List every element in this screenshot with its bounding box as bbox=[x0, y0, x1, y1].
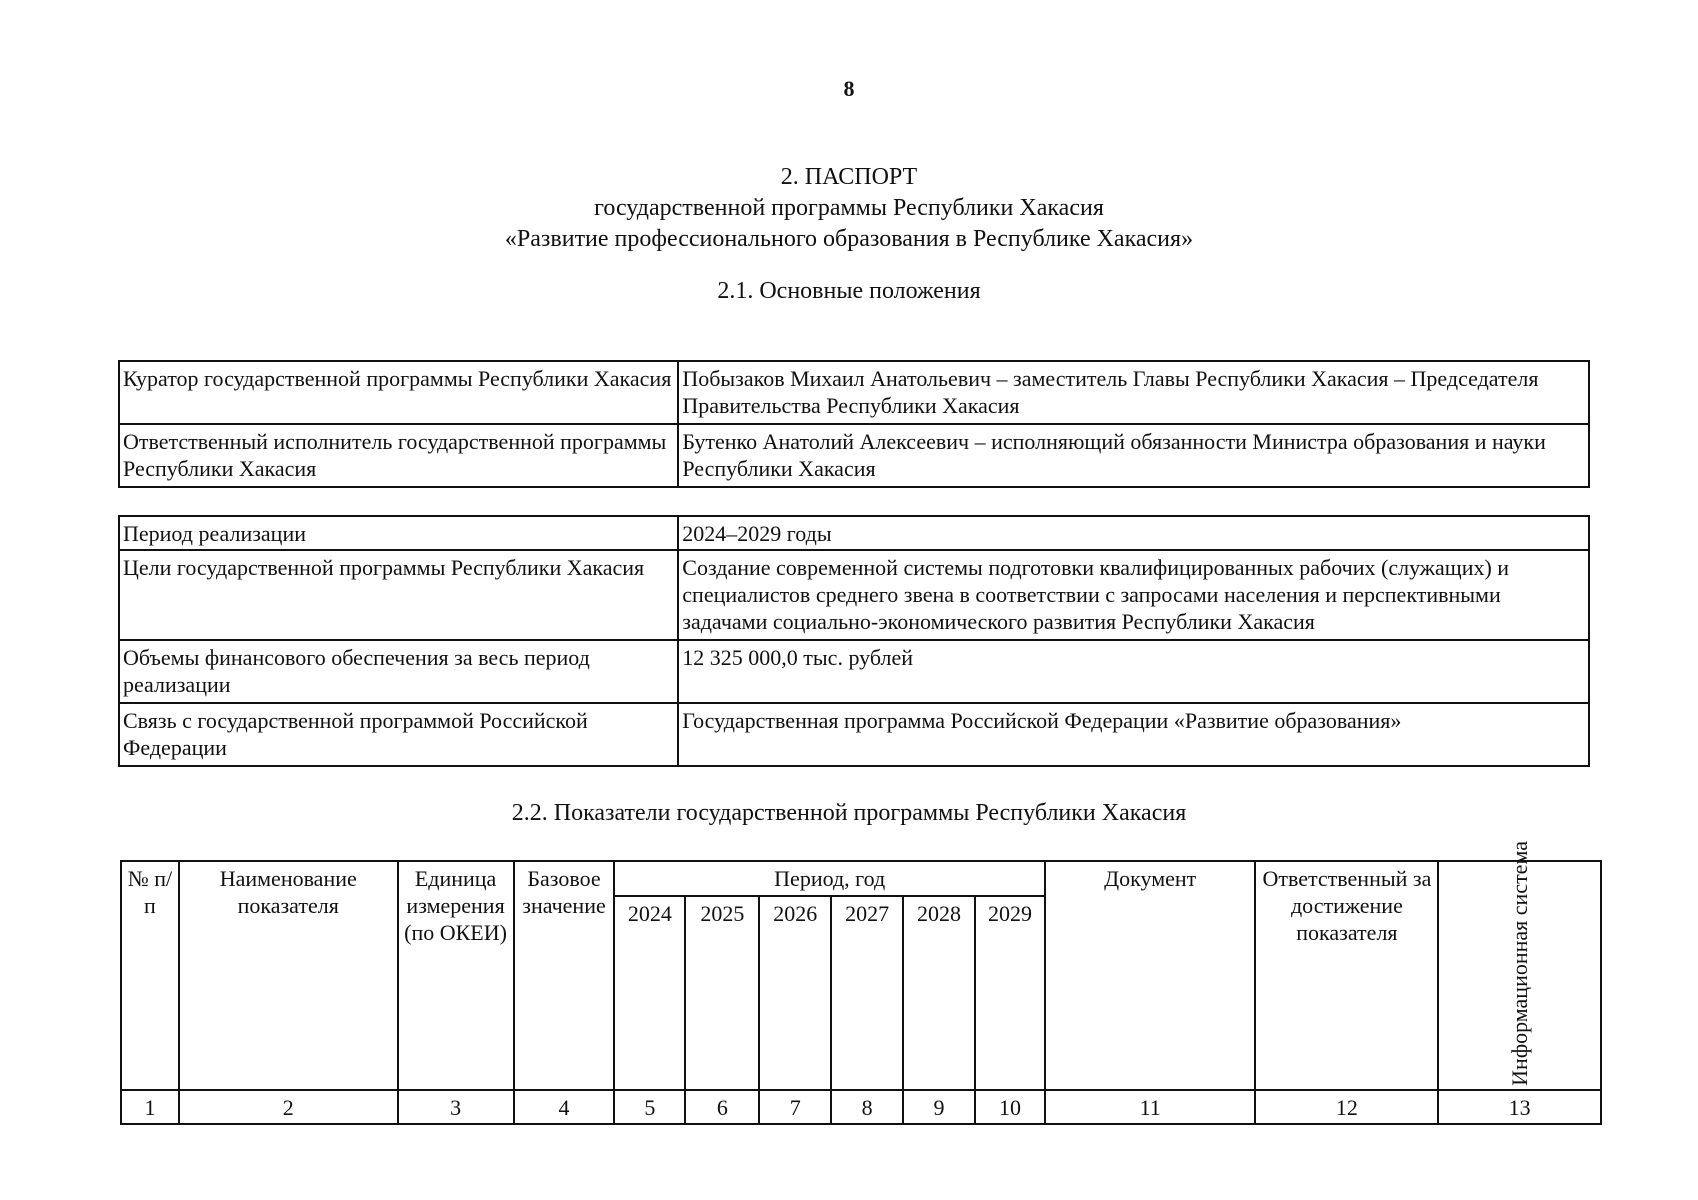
federal-link-label: Связь с государственной программой Российской Федерации bbox=[119, 703, 678, 766]
column-number: 3 bbox=[398, 1090, 514, 1124]
curator-label: Куратор государственной программы Республики Хакасия bbox=[119, 361, 678, 424]
period-value: 2024–2029 годы bbox=[678, 516, 1589, 550]
column-number-row bbox=[121, 1090, 1601, 1124]
header-year-2025: 2025 bbox=[685, 896, 759, 1090]
table-row bbox=[119, 361, 1589, 424]
curator-value: Побызаков Михаил Анатольевич – заместитель Главы Республики Хакасия – Председателя Правительства Республики Хакасия bbox=[678, 361, 1589, 424]
table-row bbox=[119, 703, 1589, 766]
column-number: 9 bbox=[903, 1090, 975, 1124]
column-number: 13 bbox=[1438, 1090, 1601, 1124]
column-number: 8 bbox=[831, 1090, 903, 1124]
header-base: Базовое значение bbox=[514, 861, 615, 1090]
table-row bbox=[119, 424, 1589, 487]
section-heading-indicators: 2.2. Показатели государственной программы Республики Хакасия bbox=[511, 800, 1187, 826]
header-responsible: Ответственный за достижение показателя bbox=[1255, 861, 1438, 1090]
header-info-system bbox=[1438, 841, 1601, 1090]
column-number: 10 bbox=[975, 1090, 1045, 1124]
header-year-2029: 2029 bbox=[975, 896, 1045, 1090]
header-period: Период, год bbox=[614, 861, 1044, 896]
curator-table bbox=[118, 360, 1590, 488]
funding-label: Объемы финансового обеспечения за весь период реализации bbox=[119, 640, 678, 703]
title-line-2: государственной программы Республики Хакасия bbox=[594, 195, 1104, 221]
goals-value: Создание современной системы подготовки квалифицированных рабочих (служащих) и специалистов среднего звена в соответствии с запросами населения и перспективными задачами социально-экономического развития Республики Хакасия bbox=[678, 550, 1589, 640]
program-info-table bbox=[118, 515, 1590, 767]
header-info-system-text: Информационная система bbox=[1507, 841, 1533, 1086]
header-unit: Единица измерения (по ОКЕИ) bbox=[398, 861, 514, 1090]
column-number: 7 bbox=[759, 1090, 831, 1124]
header-year-2024: 2024 bbox=[614, 896, 685, 1090]
executor-value: Бутенко Анатолий Алексеевич – исполняющий обязанности Министра образования и науки Республики Хакасия bbox=[678, 424, 1589, 487]
header-year-2026: 2026 bbox=[759, 896, 831, 1090]
column-number: 11 bbox=[1045, 1090, 1256, 1124]
period-label: Период реализации bbox=[119, 516, 678, 550]
column-number: 2 bbox=[179, 1090, 398, 1124]
header-num: № п/п bbox=[121, 861, 179, 1090]
column-number: 5 bbox=[614, 1090, 685, 1124]
goals-label: Цели государственной программы Республики Хакасия bbox=[119, 550, 678, 640]
header-name: Наименование показателя bbox=[179, 861, 398, 1090]
header-year-2027: 2027 bbox=[831, 896, 903, 1090]
column-number: 4 bbox=[514, 1090, 615, 1124]
title-line-3: «Развитие профессионального образования в Республике Хакасия» bbox=[504, 226, 1194, 252]
column-number: 6 bbox=[685, 1090, 759, 1124]
table-row bbox=[121, 861, 1601, 896]
document-title bbox=[0, 162, 1698, 255]
table-row bbox=[119, 550, 1589, 640]
title-line-1: 2. ПАСПОРТ bbox=[780, 164, 918, 190]
indicators-table bbox=[120, 841, 1602, 1125]
section-heading-main-provisions: 2.1. Основные положения bbox=[717, 278, 981, 304]
table-row bbox=[119, 516, 1589, 550]
federal-link-value: Государственная программа Российской Федерации «Развитие образования» bbox=[678, 703, 1589, 766]
funding-value: 12 325 000,0 тыс. рублей bbox=[678, 640, 1589, 703]
column-number: 12 bbox=[1255, 1090, 1438, 1124]
header-document: Документ bbox=[1045, 861, 1256, 1090]
column-number: 1 bbox=[121, 1090, 179, 1124]
executor-label: Ответственный исполнитель государственной программы Республики Хакасия bbox=[119, 424, 678, 487]
table-row bbox=[119, 640, 1589, 703]
page-number: 8 bbox=[843, 76, 855, 101]
header-year-2028: 2028 bbox=[903, 896, 975, 1090]
